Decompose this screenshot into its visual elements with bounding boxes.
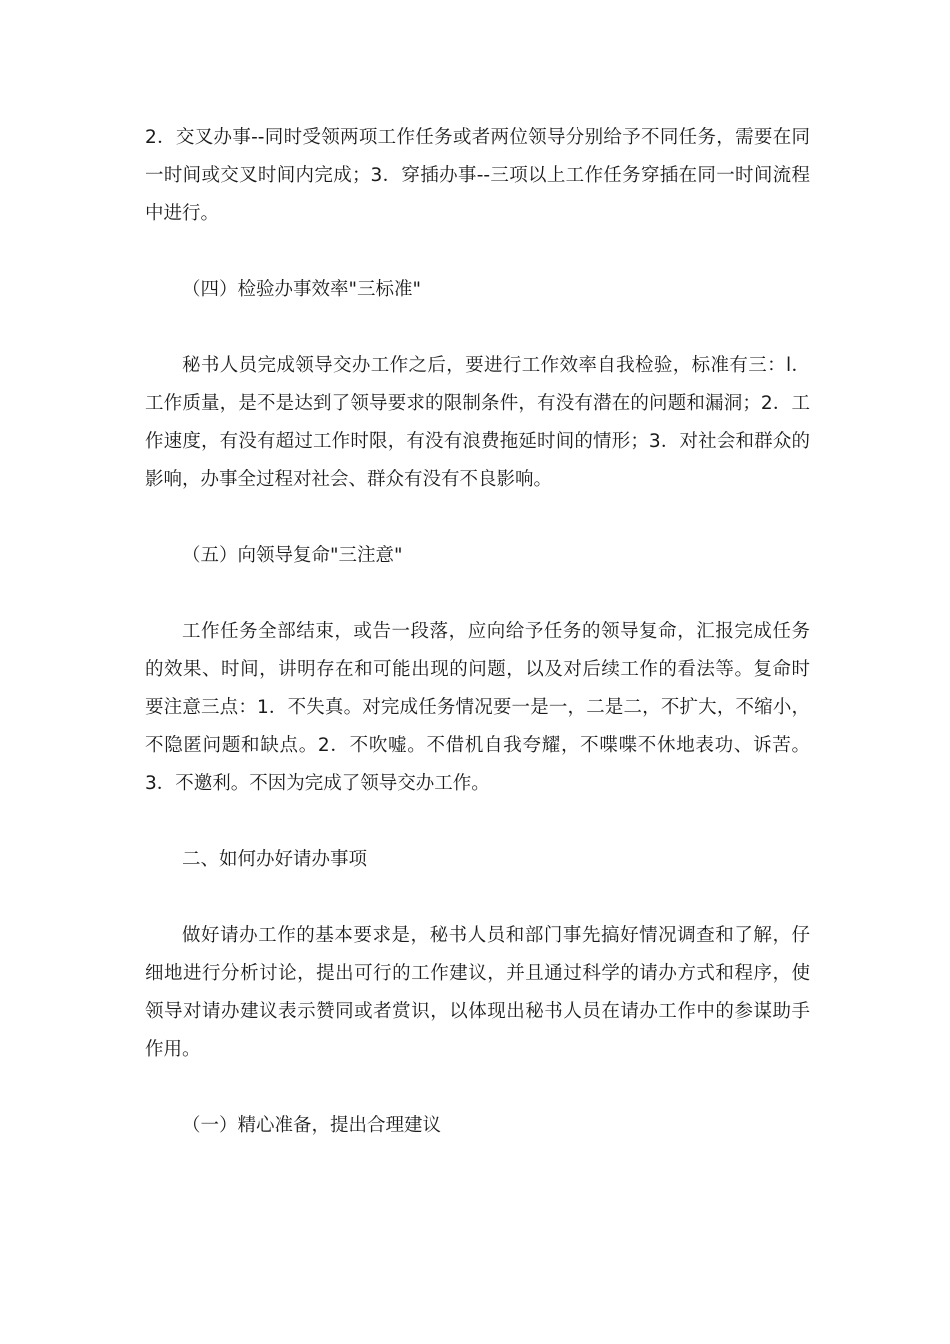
paragraph-gap [145,803,810,841]
paragraph-gap [145,1069,810,1107]
section-heading-efficiency-check: （四）检验办事效率"三标准" [182,279,422,300]
paragraph-gap [145,575,810,613]
paragraph-gap [145,233,810,271]
paragraph-gap [145,879,810,917]
document-body [145,119,810,1145]
paragraph-gap [145,499,810,537]
paragraph-report-back-details: 工作任务全部结束，或告一段落，应向给予任务的领导复命，汇报完成任务的效果、时间，讲明存在和可能出现的问题，以及对后续工作的看法等。复命时要注意三点：1．不失真。对完成任务情况要一是一，二是二，不扩大，不缩小，不隐匿问题和缺点。2．不吹嘘。不借机自我夸耀，不喋喋不休地表功、诉苦。3．不邀利。不因为完成了领导交办工作。 [145,621,810,794]
paragraph-request-requirements: 做好请办工作的基本要求是，秘书人员和部门事先搞好情况调查和了解，仔细地进行分析讨论，提出可行的工作建议，并且通过科学的请办方式和程序，使领导对请办建议表示赞同或者赏识，以体现出秘书人员在请办工作中的参谋助手作用。 [145,925,810,1060]
section-heading-report-back: （五）向领导复命"三注意" [182,545,403,566]
paragraph-gap [145,309,810,347]
paragraph-cross-tasks: 2．交叉办事--同时受领两项工作任务或者两位领导分别给予不同任务，需要在同一时间或交叉时间内完成；3．穿插办事--三项以上工作任务穿插在同一时间流程中进行。 [145,127,810,224]
section-heading-request-matters: 二、如何办好请办事项 [182,849,368,870]
paragraph-efficiency-standards: 秘书人员完成领导交办工作之后，要进行工作效率自我检验，标准有三：l．工作质量，是不是达到了领导要求的限制条件，有没有潜在的问题和漏洞；2．工作速度，有没有超过工作时限，有没有浪费拖延时间的情形；3．对社会和群众的影响，办事全过程对社会、群众有没有不良影响。 [145,355,810,490]
section-heading-careful-preparation: （一）精心准备，提出合理建议 [182,1115,442,1136]
